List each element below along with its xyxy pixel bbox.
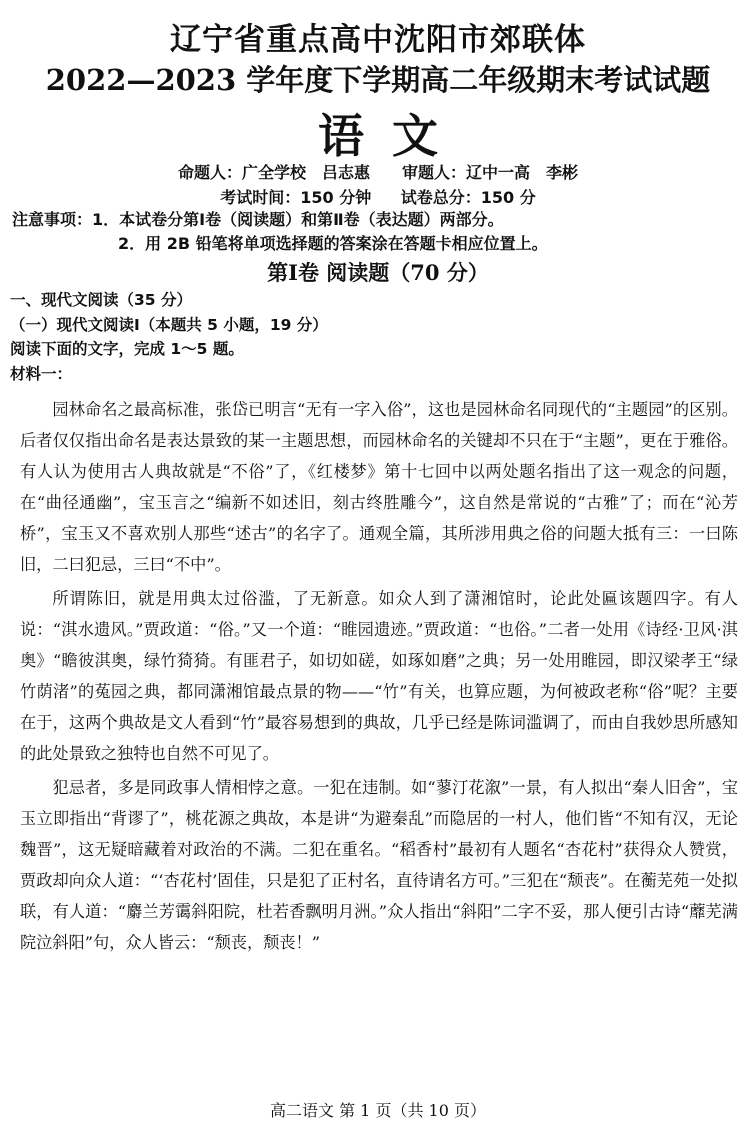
paragraph-1: 园林命名之最高标准，张岱已明言“无有一字入俗”，这也是园林命名同现代的“主题园”的区别。后者仅仅指出命名是表达景致的某一主题思想，而园林命名的关键却不只在于“主题”，更在于雅俗。有人认为使用古人典故就是“不俗”了，《红楼梦》第十七回中以两处题名指出了这一观念的问题，在“曲径通幽”，宝玉言之“编新不如述旧，刻古终胜雕今”，这自然是常说的“古雅”了；而在“沁芳桥”，宝玉又不喜欢别人那些“述古”的名字了。通观全篇，其所涉用典之俗的问题大抵有三：一曰陈旧，二曰犯忌，三曰“不中”。	[20, 400, 738, 574]
exam-time: 考试时间：150 分钟	[220, 188, 372, 207]
part-heading: 一、现代文阅读（35 分）	[10, 291, 192, 309]
exam-title-line2: 2022—2023 学年度下学期高二年级期末考试试题	[45, 63, 711, 97]
exam-notes	[12, 208, 746, 256]
reading-passage	[20, 394, 738, 961]
material-label: 材料一：	[10, 364, 73, 383]
exam-total-score: 试卷总分：150 分	[400, 188, 536, 207]
page-footer: 高二语文 第 1 页（共 10 页）	[270, 1101, 486, 1120]
exam-info-line	[0, 185, 756, 208]
paragraph-2: 所谓陈旧，就是用典太过俗滥，了无新意。如众人到了潇湘馆时，论此处匾该题四字。有人说：“淇水遗风。”贾政道：“俗。”又一个道：“睢园遗迹。”贾政道：“也俗。”二者一处用《诗经·卫风·淇奥》“瞻彼淇奥，绿竹猗猗。有匪君子，如切如磋，如琢如磨”之典；另一处用睢园，即汉梁孝王“绿竹荫渚”的菟园之典，都同潇湘馆最点景的物——“竹”有关，也算应题，为何被政老称“俗”呢？主要在于，这两个典故是文人看到“竹”最容易想到的典故，几乎已经是陈词滥调了，而由自我妙思所感知的此处景致之独特也自然不可见了。	[20, 589, 738, 763]
instruction-text: 阅读下面的文字，完成 1～5 题。	[10, 340, 244, 358]
sub-heading: （一）现代文阅读Ⅰ（本题共 5 小题，19 分）	[10, 315, 328, 334]
exam-title-line1: 辽宁省重点高中沈阳市郊联体	[170, 22, 586, 58]
section-headings	[10, 288, 746, 386]
subject-title: 语文	[318, 109, 466, 163]
author-line: 命题人：广全学校 吕志惠 审题人：辽中一高 李彬	[177, 163, 578, 182]
note-line-1: 注意事项：1．本试卷分第Ⅰ卷（阅读题）和第Ⅱ卷（表达题）两部分。	[12, 210, 504, 229]
note-line-2: 2．用 2B 铅笔将单项选择题的答案涂在答题卡相应位置上。	[118, 234, 548, 253]
section-title: 第Ⅰ卷 阅读题（70 分）	[267, 260, 489, 285]
paragraph-3: 犯忌者，多是同政事人情相悖之意。一犯在违制。如“蓼汀花溆”一景，有人拟出“秦人旧舍”，宝玉立即指出“背谬了”，桃花源之典故，本是讲“为避秦乱”而隐居的一村人，他们皆“不知有汉，无论魏晋”，这无疑暗藏着对政治的不满。二犯在重名。“稻香村”最初有人题名“杏花村”获得众人赞赏，贾政却向众人道：“‘杏花村’固佳，只是犯了正村名，直待请名方可。”三犯在“颓丧”。在蘅芜苑一处拟联，有人道：“麝兰芳霭斜阳院，杜若香飘明月洲。”众人指出“斜阳”二字不妥，那人便引古诗“蘼芜满院泣斜阳”句，众人皆云：“颓丧，颓丧！”	[20, 778, 738, 952]
